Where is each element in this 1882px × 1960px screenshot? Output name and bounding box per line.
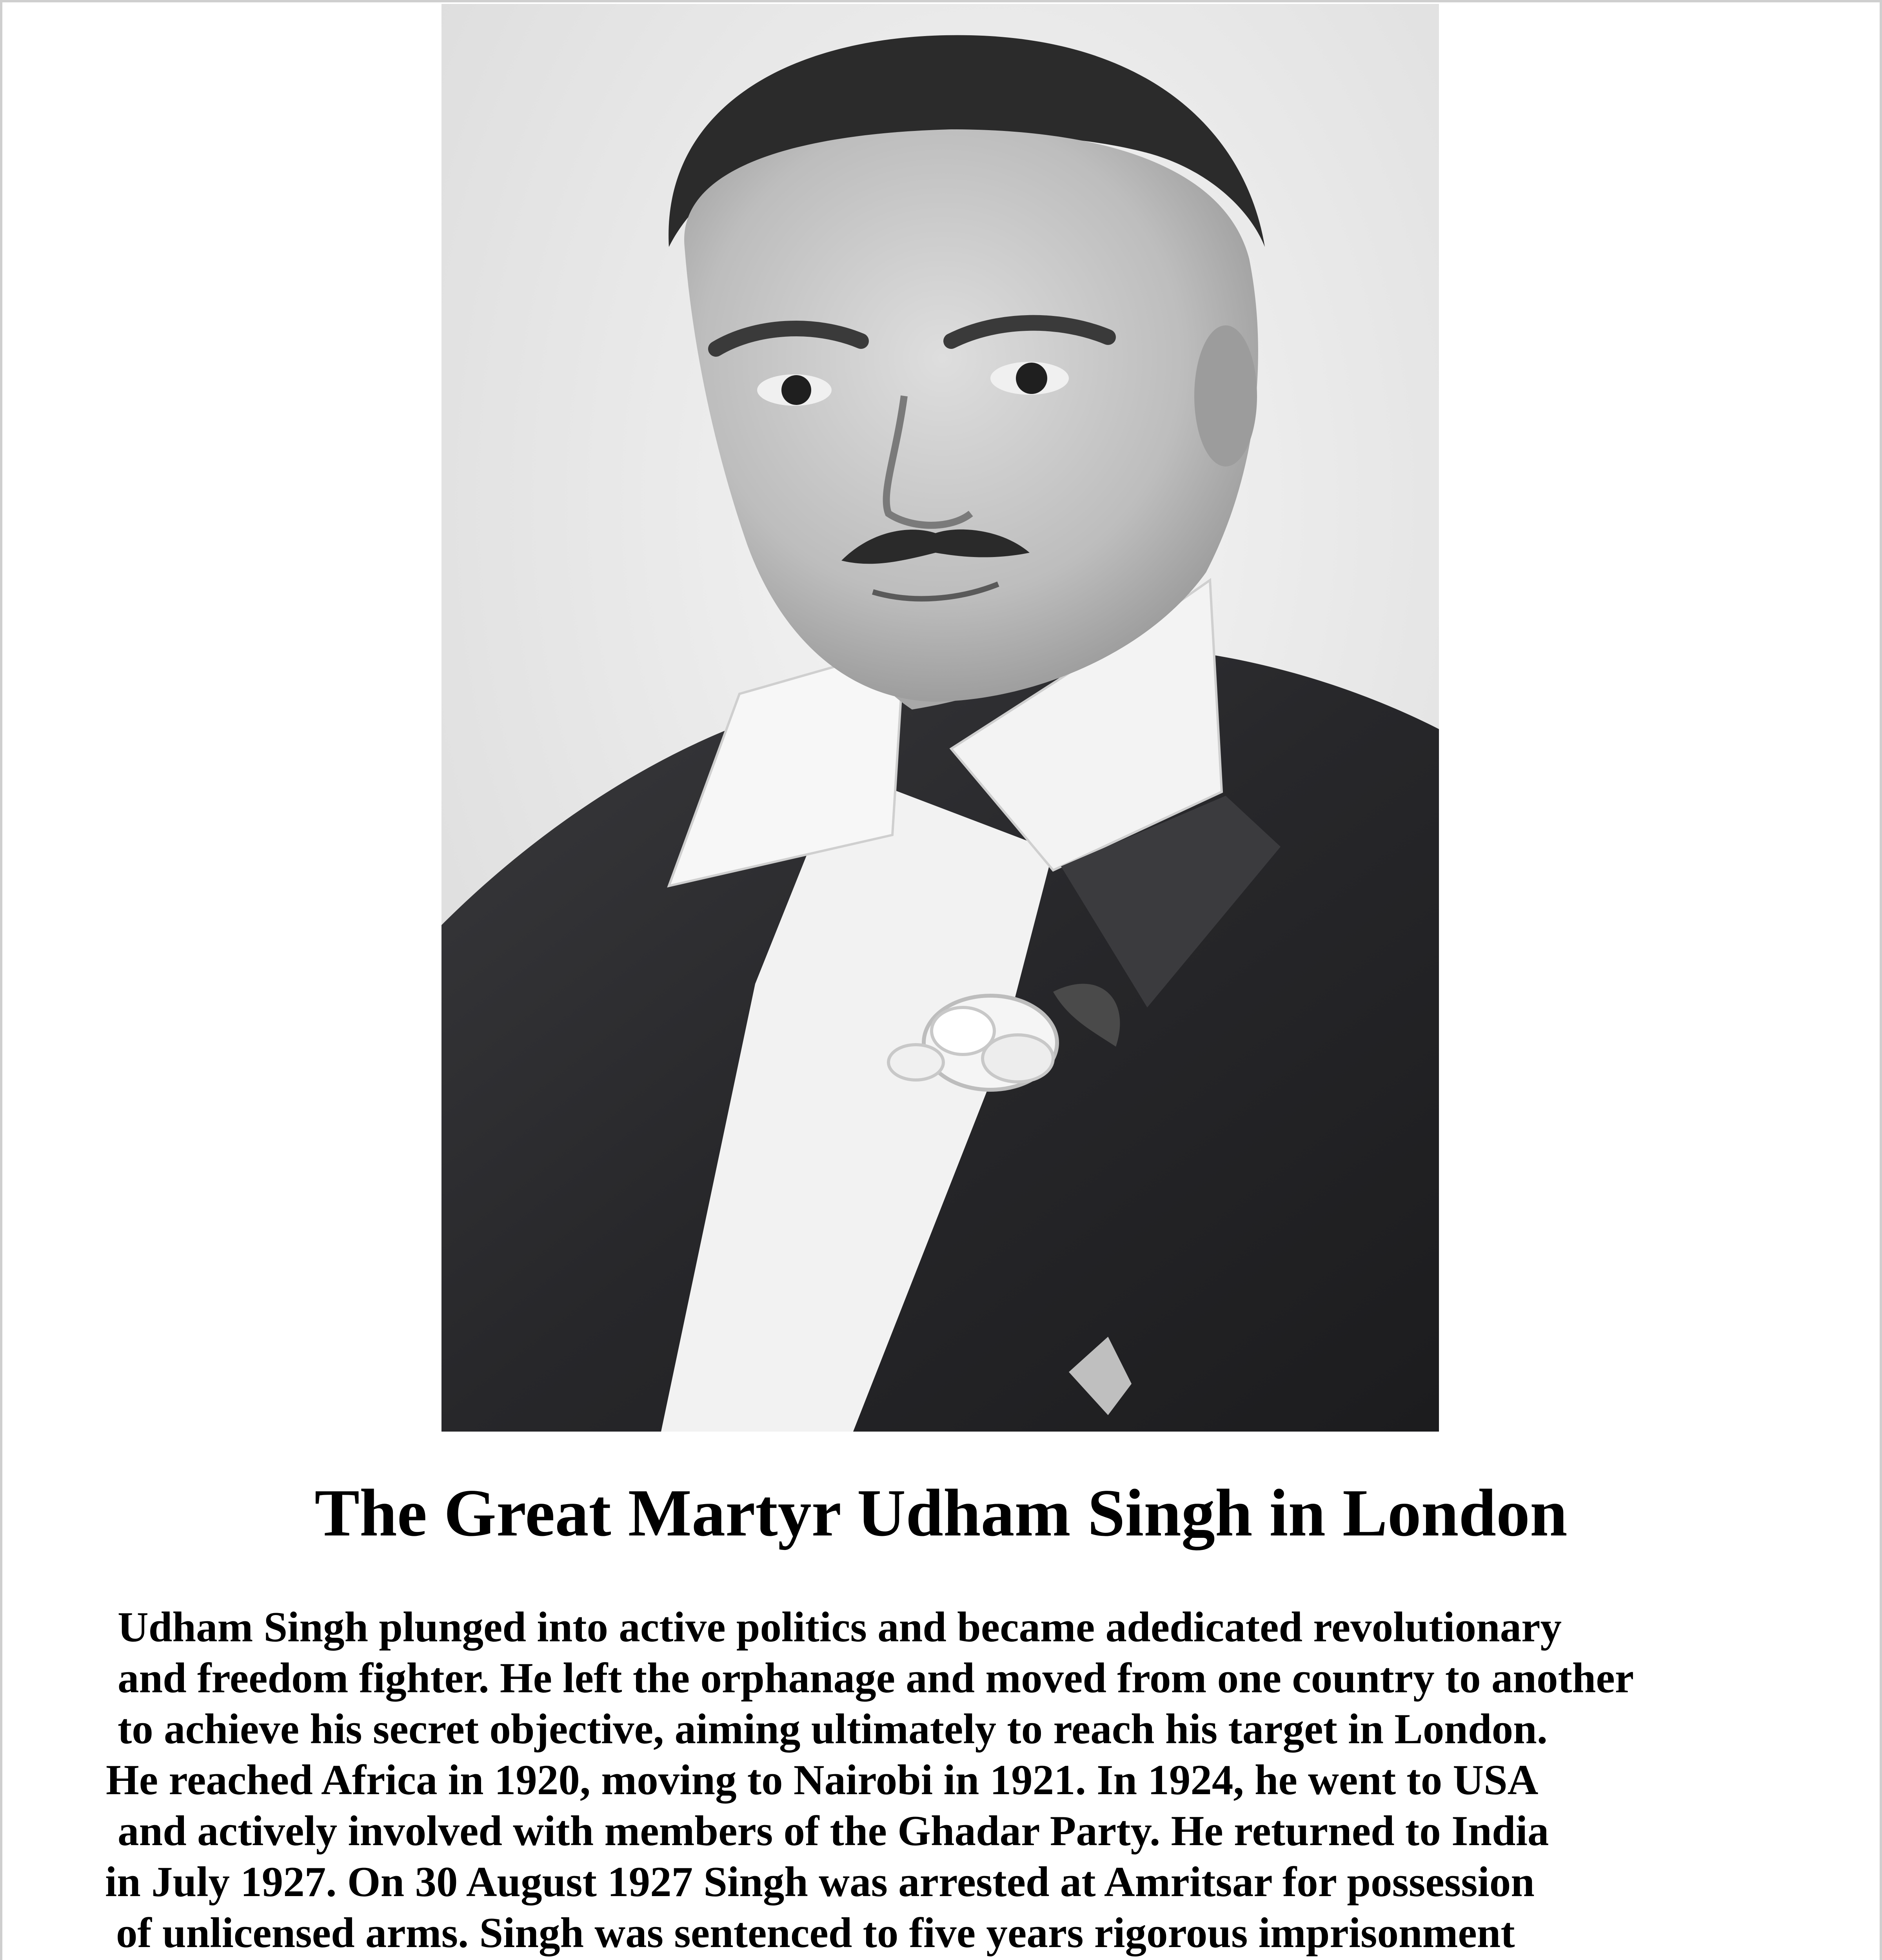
body-line: He reached Africa in 1920, moving to Nairobi in 1921. In 1924, he went to USA [106,1756,1539,1804]
portrait-photo [441,4,1439,1432]
portrait-photo-icon [441,4,1439,1432]
page-title: The Great Martyr Udham Singh in London [314,1476,1568,1550]
body-line: and actively involved with members of the Ghadar Party. He returned to India [118,1807,1549,1855]
body-line: Udham Singh plunged into active politics and became adedicated revolutionary [118,1603,1562,1651]
body-line [106,1958,1530,1960]
body-line: in July 1927. On 30 August 1927 Singh was arrested at Amritsar for possession [105,1858,1535,1906]
body-line: and freedom fighter. He left the orphanage and moved from one country to another [118,1654,1634,1702]
body-line: to achieve his secret objective, aiming ultimately to reach his target in London. [118,1705,1548,1753]
body-line: of unlicensed arms. Singh was sentenced to five years rigorous imprisonment [116,1909,1515,1956]
